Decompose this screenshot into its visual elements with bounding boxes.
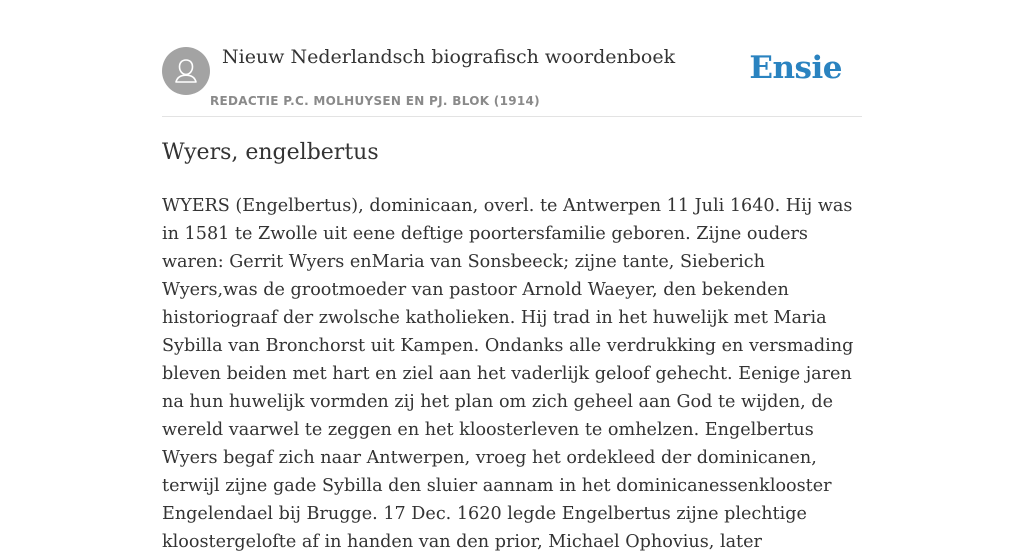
entry-body-text: WYERS (Engelbertus), dominicaan, overl. te Antwerpen 11 Juli 1640. Hij was in 1581 te Zwolle uit eene deftige poortersfamilie geboren. Zijne ouders waren: Gerrit Wyers enMaria van Sonsbeeck; zijne tante, Sieberich Wyers,was de grootmoeder van pastoor Arnold Waeyer, den bekenden historiograaf der zwolsche katholieken. Hij trad in het huwelijk met Maria Sybilla van Bronchorst uit Kampen. Ondanks alle verdrukking en versmading bleven beiden met hart en ziel aan het vaderlijk geloof gehecht. Eenige jaren na hun huwelijk vormden zij het plan om zich geheel aan God te wijden, de wereld vaarwel te zeggen en het kloosterleven te omhelzen. Engelbertus Wyers begaf zich naar Antwerpen, vroeg het ordekleed der dominicanen, terwijl zijne gade Sybilla den sluier aannam in het dominicanessenklooster Engelendael bij Brugge. 17 Dec. 1620 legde Engelbertus zijne plechtige kloostergelofte af in handen van den prior, Michael Ophovius, later <box>162 196 854 552</box>
user-silhouette-icon <box>162 47 210 95</box>
entry-title: Wyers, engelbertus <box>162 140 379 165</box>
ensie-logo[interactable]: Ensie <box>749 50 842 86</box>
book-header <box>162 0 862 117</box>
book-editors: REDACTIE P.C. MOLHUYSEN EN PJ. BLOK (1914) <box>210 94 540 108</box>
book-title[interactable]: Nieuw Nederlandsch biografisch woordenboek <box>222 46 676 68</box>
